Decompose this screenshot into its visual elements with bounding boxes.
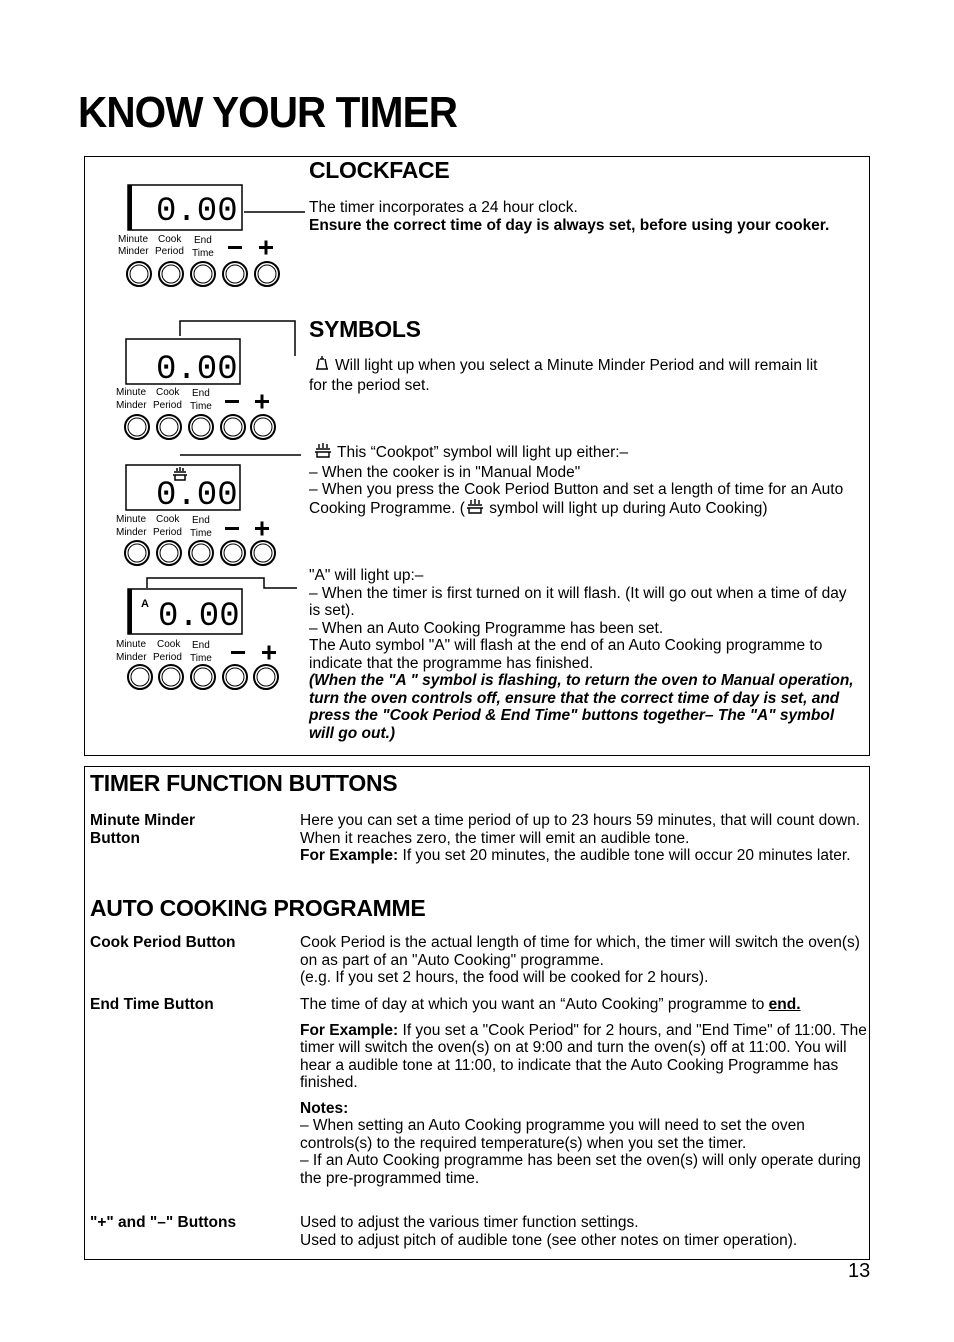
- svg-text:Cook: Cook: [157, 639, 181, 650]
- symbols-heading: SYMBOLS: [309, 316, 421, 342]
- svg-text:Minder: Minder: [116, 400, 147, 411]
- minus-icon: [225, 527, 239, 530]
- svg-text:Time: Time: [190, 653, 212, 664]
- bell-icon: [309, 356, 335, 377]
- timer-panel-auto: [112, 587, 292, 707]
- plusminus-desc: Used to adjust the various timer function settings. Used to adjust pitch of audible tone (see other notes on timer operation).: [300, 1214, 798, 1249]
- svg-text:End: End: [192, 515, 210, 526]
- cookpot-symbol-text: This “Cookpot” symbol will light up either:– – When the cooker is in "Manual Mode" – When you press the Cook Period Button and set a length of time for an Auto Cooking Programme. ( symbol will light up during Auto Cooking): [309, 443, 864, 519]
- svg-text:Minute: Minute: [118, 234, 149, 245]
- auto-symbol: A: [141, 598, 149, 610]
- svg-text:0.00: 0.00: [158, 598, 240, 636]
- minus-icon: [231, 651, 245, 654]
- svg-text:Minute: Minute: [116, 387, 147, 398]
- svg-text:End: End: [192, 640, 210, 651]
- svg-text:Cook: Cook: [158, 234, 182, 245]
- end-time-desc: The time of day at which you want an “Auto Cooking” programme to end. For Example: If you set a "Cook Period" for 2 hours, and "End Time" of 11:00. The timer will switch the oven(s) on at 9:00 and turn the oven(s) off at 11:00. You will hear a audible tone at 11:00, to indicate that the Auto Cooking Programme has finished. Notes: – When setting an Auto Cooking programme you will need to set the oven controls(s) to the required temperature(s) when you set the timer. – If an Auto Cooking programme has been set the oven(s) will only operate during the pre-programmed time.: [300, 996, 867, 1187]
- svg-text:Minder: Minder: [116, 652, 147, 663]
- svg-text:Period: Period: [153, 652, 182, 663]
- svg-text:Minute: Minute: [116, 639, 147, 650]
- svg-text:0.00: 0.00: [156, 477, 238, 515]
- bell-symbol-text: Will light up when you select a Minute Minder Period and will remain lit for the period set.: [309, 357, 818, 394]
- svg-text:End: End: [194, 235, 212, 246]
- cook-period-label: Cook Period Button: [90, 934, 236, 951]
- page-title: KNOW YOUR TIMER: [78, 88, 458, 137]
- svg-text:Time: Time: [190, 401, 212, 412]
- cookpot-icon: [465, 499, 485, 520]
- minus-icon: [225, 400, 239, 403]
- page-number: 13: [848, 1260, 871, 1282]
- timer-panel-cookpot: [112, 462, 292, 582]
- svg-text:Time: Time: [190, 528, 212, 539]
- timer-panel-bell: [112, 336, 292, 456]
- svg-text:Minder: Minder: [116, 527, 147, 538]
- svg-text:Minute: Minute: [116, 514, 147, 525]
- svg-text:Cook: Cook: [156, 514, 180, 525]
- minus-icon: [228, 246, 242, 249]
- svg-text:Cook: Cook: [156, 387, 180, 398]
- display-digits: 0.00: [156, 193, 238, 231]
- clockface-text: The timer incorporates a 24 hour clock. Ensure the correct time of day is always set, before using your cooker.: [309, 199, 830, 234]
- svg-text:Time: Time: [192, 248, 214, 259]
- minute-minder-desc: Here you can set a time period of up to 23 hours 59 minutes, that will count down. When it reaches zero, the timer will emit an audible tone. For Example: If you set 20 minutes, the audible tone will occur 20 minutes later.: [300, 812, 861, 864]
- timer-panel-clockface: [114, 182, 294, 302]
- svg-text:Period: Period: [155, 246, 184, 257]
- timer-functions-heading: TIMER FUNCTION BUTTONS: [90, 770, 398, 796]
- svg-text:0.00: 0.00: [156, 351, 238, 389]
- cook-period-desc: Cook Period is the actual length of time for which, the timer will switch the oven(s) on as part of an "Auto Cooking" programme. (e.g. If you set 2 hours, the food will be cooked for 2 hours).: [300, 934, 860, 986]
- plusminus-label: "+" and "–" Buttons: [90, 1214, 237, 1231]
- cookpot-icon: [309, 443, 337, 464]
- svg-text:Period: Period: [153, 527, 182, 538]
- clockface-heading: CLOCKFACE: [309, 157, 450, 183]
- svg-text:Period: Period: [153, 400, 182, 411]
- auto-cooking-heading: AUTO COOKING PROGRAMME: [90, 895, 426, 921]
- minute-minder-label: Minute Minder Button: [90, 812, 196, 847]
- svg-text:Minder: Minder: [118, 246, 149, 257]
- end-time-label: End Time Button: [90, 996, 214, 1013]
- svg-text:End: End: [192, 388, 210, 399]
- auto-symbol-text: "A" will light up:– – When the timer is first turned on it will flash. (It will go out when a time of day is set). – When an Auto Cooking Programme has been set. The Auto symbol "A" will flash at the end of an Auto Cooking programme to indicate that the programme has finished. (When the "A " symbol is flashing, to return the oven to Manual operation, turn the oven controls off, ensure that the correct time of day is set, and press the "Cook Period & End Time" buttons together– The "A" symbol will go out.): [309, 567, 854, 742]
